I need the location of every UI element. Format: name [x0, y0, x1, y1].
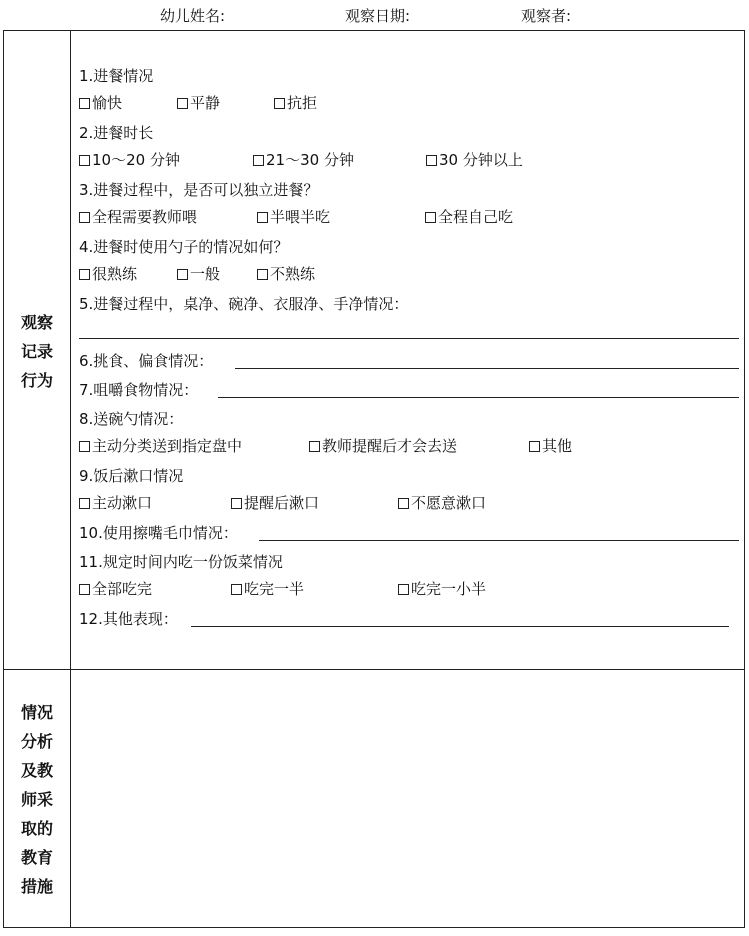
checkbox-option[interactable]: 抗拒: [274, 92, 317, 113]
observation-record-label: 观察 记录 行为: [20, 313, 53, 390]
question-5-title: 5.进餐过程中，桌净、碗净、衣服净、手净情况：: [79, 295, 409, 313]
question-9-options: [79, 491, 739, 515]
checkbox-icon[interactable]: [253, 155, 264, 166]
question-8-title: 8.送碗勺情况：: [79, 410, 184, 428]
checkbox-option[interactable]: 全部吃完: [79, 578, 152, 599]
checkbox-option[interactable]: 全程需要教师喂: [79, 206, 197, 227]
observation-table: [3, 30, 745, 928]
checkbox-icon[interactable]: [79, 498, 90, 509]
checkbox-option[interactable]: 教师提醒后才会去送: [309, 435, 457, 456]
checkbox-option[interactable]: 吃完一小半: [398, 578, 486, 599]
checkbox-icon[interactable]: [177, 98, 188, 109]
form-header: [0, 5, 749, 27]
checkbox-icon[interactable]: [231, 584, 242, 595]
checkbox-icon[interactable]: [79, 269, 90, 280]
question-1-title: 1.进餐情况: [79, 67, 154, 85]
checkbox-option[interactable]: 不熟练: [257, 263, 315, 284]
checkbox-option[interactable]: 一般: [177, 263, 220, 284]
question-6-answer-line[interactable]: [235, 368, 739, 369]
checkbox-option[interactable]: 半喂半吃: [257, 206, 330, 227]
checkbox-icon[interactable]: [79, 212, 90, 223]
checkbox-option[interactable]: 主动分类送到指定盘中: [79, 435, 242, 456]
checkbox-icon[interactable]: [426, 155, 437, 166]
question-12-answer-line[interactable]: [191, 626, 729, 627]
question-7-title: 7.咀嚼食物情况：: [79, 381, 199, 399]
checkbox-option[interactable]: 21～30 分钟: [253, 149, 354, 170]
question-6-title: 6.挑食、偏食情况：: [79, 352, 214, 370]
checkbox-icon[interactable]: [309, 441, 320, 452]
question-10-answer-line[interactable]: [259, 540, 739, 541]
question-4-title: 4.进餐时使用勺子的情况如何？: [79, 238, 289, 256]
checkbox-icon[interactable]: [231, 498, 242, 509]
question-1-options: [79, 91, 739, 115]
question-7-answer-line[interactable]: [218, 397, 739, 398]
question-3-title: 3.进餐过程中，是否可以独立进餐？: [79, 181, 319, 199]
question-5-answer-line[interactable]: [79, 338, 739, 339]
question-11-options: [79, 577, 739, 601]
checkbox-icon[interactable]: [257, 269, 268, 280]
checkbox-option[interactable]: 吃完一半: [231, 578, 304, 599]
analysis-content-area[interactable]: [72, 671, 744, 927]
analysis-measures-label: 情况 分析 及教 师采 取的 教育 措施: [20, 703, 53, 896]
checkbox-option[interactable]: 其他: [529, 435, 572, 456]
question-3-options: [79, 205, 739, 229]
checkbox-icon[interactable]: [398, 584, 409, 595]
checkbox-option[interactable]: 提醒后漱口: [231, 492, 319, 513]
checkbox-icon[interactable]: [274, 98, 285, 109]
checkbox-icon[interactable]: [425, 212, 436, 223]
question-10-title: 10.使用擦嘴毛巾情况：: [79, 524, 238, 542]
question-11-title: 11.规定时间内吃一份饭菜情况: [79, 553, 283, 571]
child-name-label: 幼儿姓名:: [160, 7, 226, 25]
checkbox-option[interactable]: 全程自己吃: [425, 206, 513, 227]
question-12-title: 12.其他表现：: [79, 610, 178, 628]
checkbox-icon[interactable]: [79, 98, 90, 109]
checkbox-option[interactable]: 30 分钟以上: [426, 149, 523, 170]
checkbox-icon[interactable]: [529, 441, 540, 452]
column-divider: [70, 31, 71, 927]
checkbox-option[interactable]: 很熟练: [79, 263, 137, 284]
checkbox-icon[interactable]: [257, 212, 268, 223]
checkbox-icon[interactable]: [79, 155, 90, 166]
row-divider: [4, 669, 744, 670]
question-2-title: 2.进餐时长: [79, 124, 154, 142]
question-2-options: [79, 148, 739, 172]
checkbox-option[interactable]: 愉快: [79, 92, 122, 113]
observer-label: 观察者:: [521, 7, 572, 25]
checkbox-icon[interactable]: [177, 269, 188, 280]
question-4-options: [79, 262, 739, 286]
checkbox-option[interactable]: 不愿意漱口: [398, 492, 486, 513]
checkbox-option[interactable]: 平静: [177, 92, 220, 113]
checkbox-option[interactable]: 主动漱口: [79, 492, 152, 513]
checkbox-option[interactable]: 10～20 分钟: [79, 149, 180, 170]
checkbox-icon[interactable]: [79, 584, 90, 595]
checkbox-icon[interactable]: [398, 498, 409, 509]
question-9-title: 9.饭后漱口情况: [79, 467, 184, 485]
question-8-options: [79, 434, 739, 458]
checkbox-icon[interactable]: [79, 441, 90, 452]
observation-date-label: 观察日期:: [345, 7, 411, 25]
